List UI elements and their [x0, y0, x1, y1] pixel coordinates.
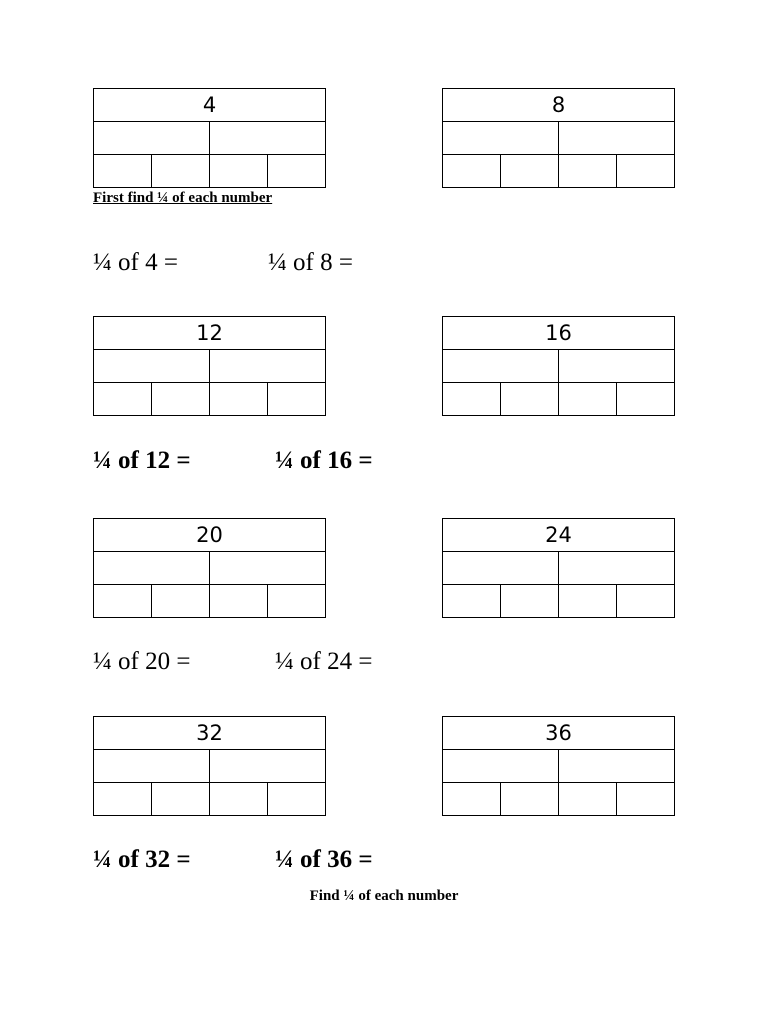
bar-quarters — [443, 382, 674, 415]
half-cell[interactable] — [94, 122, 209, 154]
bar-whole — [94, 519, 325, 551]
quarter-cell[interactable] — [94, 383, 151, 415]
bar-model-12 — [93, 316, 326, 416]
quarter-cell[interactable] — [209, 585, 267, 617]
quarter-cell[interactable] — [151, 155, 209, 187]
bar-quarters — [443, 584, 674, 617]
quarter-cell[interactable] — [151, 783, 209, 815]
quarter-cell[interactable] — [616, 783, 674, 815]
bar-quarters — [443, 154, 674, 187]
quarter-cell[interactable] — [267, 783, 325, 815]
question-quarter-of-24: ¼ of 24 = — [275, 648, 373, 675]
question-quarter-of-36: ¼ of 36 = — [275, 846, 373, 873]
footer-caption: Find ¼ of each number — [309, 888, 459, 904]
bar-model-8 — [442, 88, 675, 188]
quarter-cell[interactable] — [500, 383, 558, 415]
half-cell[interactable] — [94, 750, 209, 782]
half-cell[interactable] — [209, 552, 325, 584]
question-quarter-of-12: ¼ of 12 = — [93, 447, 191, 474]
quarter-cell[interactable] — [443, 585, 500, 617]
bar-total: 4 — [202, 93, 217, 117]
quarter-cell[interactable] — [151, 383, 209, 415]
quarter-cell[interactable] — [443, 155, 500, 187]
bar-whole — [94, 317, 325, 349]
bar-whole — [443, 519, 674, 551]
quarter-cell[interactable] — [151, 585, 209, 617]
bar-total: 12 — [196, 321, 223, 345]
half-cell[interactable] — [558, 750, 674, 782]
half-cell[interactable] — [443, 122, 558, 154]
quarter-cell[interactable] — [94, 155, 151, 187]
bar-halves — [443, 121, 674, 154]
bar-model-20 — [93, 518, 326, 618]
bar-model-16 — [442, 316, 675, 416]
bar-model-24 — [442, 518, 675, 618]
quarter-cell[interactable] — [94, 585, 151, 617]
bar-halves — [443, 749, 674, 782]
half-cell[interactable] — [558, 122, 674, 154]
bar-model-4 — [93, 88, 326, 188]
quarter-cell[interactable] — [616, 383, 674, 415]
half-cell[interactable] — [443, 552, 558, 584]
bar-halves — [94, 551, 325, 584]
bar-halves — [443, 349, 674, 382]
bar-halves — [94, 749, 325, 782]
bar-quarters — [94, 154, 325, 187]
quarter-cell[interactable] — [209, 155, 267, 187]
bar-total: 20 — [196, 523, 223, 547]
bar-halves — [94, 349, 325, 382]
bar-total: 16 — [545, 321, 572, 345]
bar-whole — [443, 317, 674, 349]
question-quarter-of-16: ¼ of 16 = — [275, 447, 373, 474]
half-cell[interactable] — [443, 750, 558, 782]
quarter-cell[interactable] — [500, 155, 558, 187]
quarter-cell[interactable] — [267, 155, 325, 187]
bar-model-36 — [442, 716, 675, 816]
bar-total: 32 — [196, 721, 223, 745]
quarter-cell[interactable] — [616, 585, 674, 617]
bar-model-32 — [93, 716, 326, 816]
half-cell[interactable] — [443, 350, 558, 382]
quarter-cell[interactable] — [500, 585, 558, 617]
quarter-cell[interactable] — [616, 155, 674, 187]
half-cell[interactable] — [209, 750, 325, 782]
quarter-cell[interactable] — [209, 783, 267, 815]
half-cell[interactable] — [209, 350, 325, 382]
question-quarter-of-4: ¼ of 4 = — [93, 249, 178, 276]
bar-whole — [94, 717, 325, 749]
bar-quarters — [443, 782, 674, 815]
bar-halves — [94, 121, 325, 154]
quarter-cell[interactable] — [558, 585, 616, 617]
bar-total: 8 — [551, 93, 566, 117]
quarter-cell[interactable] — [443, 383, 500, 415]
quarter-cell[interactable] — [500, 783, 558, 815]
bar-whole — [443, 89, 674, 121]
bar-total: 36 — [545, 721, 572, 745]
bar-quarters — [94, 782, 325, 815]
half-cell[interactable] — [558, 350, 674, 382]
half-cell[interactable] — [94, 350, 209, 382]
quarter-cell[interactable] — [558, 783, 616, 815]
half-cell[interactable] — [558, 552, 674, 584]
bar-whole — [94, 89, 325, 121]
bar-quarters — [94, 584, 325, 617]
half-cell[interactable] — [94, 552, 209, 584]
quarter-cell[interactable] — [209, 383, 267, 415]
half-cell[interactable] — [209, 122, 325, 154]
quarter-cell[interactable] — [267, 585, 325, 617]
quarter-cell[interactable] — [558, 383, 616, 415]
bar-halves — [443, 551, 674, 584]
quarter-cell[interactable] — [558, 155, 616, 187]
quarter-cell[interactable] — [267, 383, 325, 415]
bar-quarters — [94, 382, 325, 415]
instruction-caption: First find ¼ of each number — [93, 190, 273, 206]
question-quarter-of-32: ¼ of 32 = — [93, 846, 191, 873]
bar-total: 24 — [545, 523, 572, 547]
question-quarter-of-8: ¼ of 8 = — [268, 249, 353, 276]
quarter-cell[interactable] — [443, 783, 500, 815]
bar-whole — [443, 717, 674, 749]
quarter-cell[interactable] — [94, 783, 151, 815]
question-quarter-of-20: ¼ of 20 = — [93, 648, 191, 675]
